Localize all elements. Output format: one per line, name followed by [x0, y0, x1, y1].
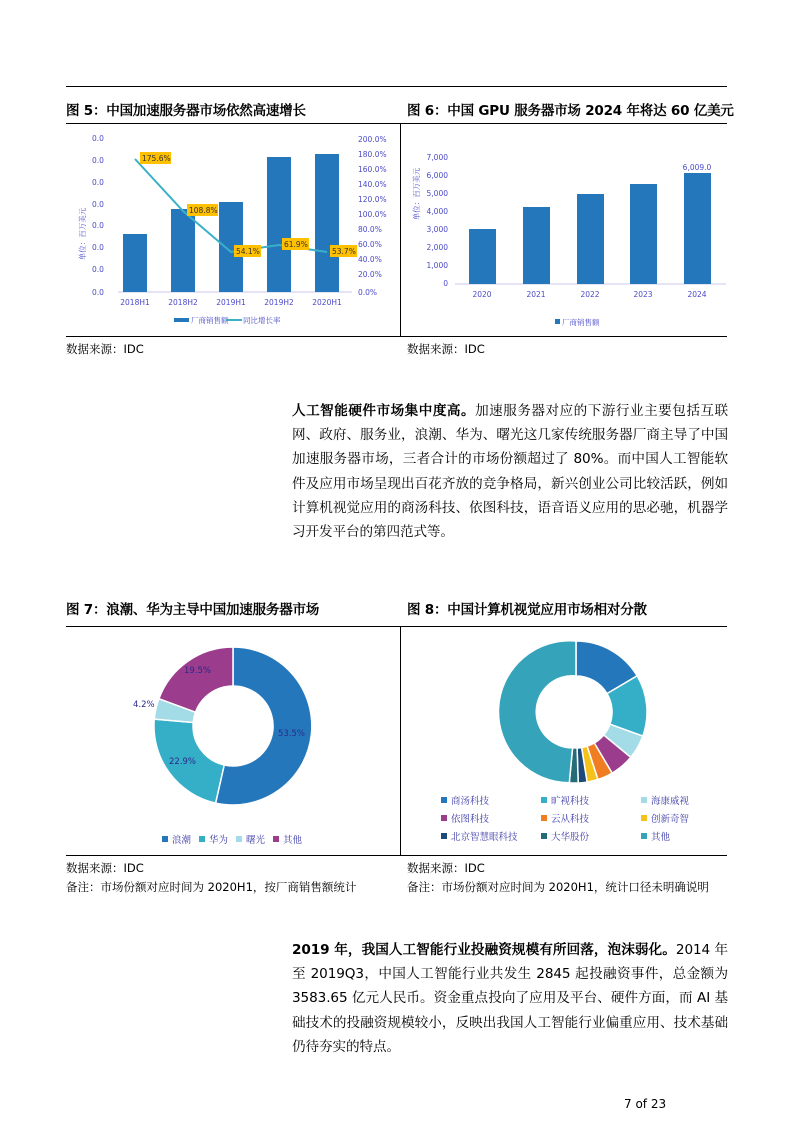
figure-5-y-axis-label: 单位：百万美元 — [78, 207, 87, 261]
svg-text:175.6%: 175.6% — [142, 154, 171, 163]
figure-row1-bottom-rule — [66, 336, 727, 337]
svg-text:140.0%: 140.0% — [358, 180, 387, 189]
figure-5-left-axis — [92, 134, 104, 297]
figure-6-x-axis — [472, 290, 706, 299]
figure-5-bars — [123, 154, 339, 292]
svg-text:0.0%: 0.0% — [358, 288, 378, 297]
svg-text:2019H1: 2019H1 — [216, 298, 246, 307]
paragraph-1-body: 加速服务器对应的下游行业主要包括互联网、政府、服务业，浪潮、华为、曙光这几家传统服务器厂商主导了中国加速服务器市场，三者合计的市场份额超过了 80%。而中国人工智能软件及应用市场呈现出百花齐放的竞争格局，新兴创业公司比较活跃，例如计算机视觉应用的商汤科技、依图科技，语音语义应用的思必驰，机器学习开发平台的第四范式等。 — [292, 403, 729, 541]
figure-5-chart — [66, 124, 400, 334]
svg-text:1,000: 1,000 — [426, 261, 448, 270]
svg-text:0: 0 — [443, 279, 448, 288]
figure-8-chart — [402, 627, 727, 787]
svg-text:同比增长率: 同比增长率 — [243, 316, 281, 325]
svg-text:4,000: 4,000 — [426, 207, 448, 216]
svg-text:2024: 2024 — [687, 290, 707, 299]
figure-8-donut — [498, 641, 647, 783]
svg-text:5,000: 5,000 — [426, 189, 448, 198]
svg-text:180.0%: 180.0% — [358, 150, 387, 159]
figure-6-source: 数据来源：IDC — [407, 342, 485, 356]
figure-row2-divider — [400, 626, 401, 855]
svg-text:2022: 2022 — [580, 290, 600, 299]
legend-item-sensetime: 商汤科技 — [441, 793, 541, 807]
paragraph-hardware-concentration — [292, 399, 728, 544]
svg-text:40.0%: 40.0% — [358, 255, 382, 264]
svg-text:19.5%: 19.5% — [184, 666, 212, 676]
legend-item-beijing-smart-eye: 北京智慧眼科技 — [441, 829, 541, 843]
legend-item-huawei: 华为 — [199, 832, 228, 846]
legend-item-dahua: 大华股份 — [541, 829, 641, 843]
paragraph-2-lead: 2019 年，我国人工智能行业投融资规模有所回落，泡沫弱化。 — [292, 942, 676, 958]
svg-text:厂商销售额: 厂商销售额 — [191, 316, 229, 325]
svg-text:0.0: 0.0 — [92, 243, 104, 252]
svg-text:2018H1: 2018H1 — [120, 298, 150, 307]
figure-7-chart — [66, 627, 400, 853]
svg-text:0.0: 0.0 — [92, 156, 104, 165]
header-rule — [66, 86, 727, 87]
svg-text:200.0%: 200.0% — [358, 135, 387, 144]
figure-8-source: 数据来源：IDC — [407, 861, 485, 875]
figure-6-legend — [555, 317, 600, 327]
svg-text:100.0%: 100.0% — [358, 210, 387, 219]
legend-item-others: 其他 — [641, 829, 721, 843]
svg-text:80.0%: 80.0% — [358, 225, 382, 234]
figure-8-legend — [441, 793, 711, 843]
figure-5-title: 图 5：中国加速服务器市场依然高速增长 — [66, 103, 306, 119]
legend-item-megvii: 旷视科技 — [541, 793, 641, 807]
figure-7-legend — [162, 832, 302, 846]
figure-7-source: 数据来源：IDC — [66, 861, 144, 875]
paragraph-1-lead: 人工智能硬件市场集中度高。 — [292, 403, 476, 419]
legend-item-hikvision: 海康威视 — [641, 793, 721, 807]
svg-text:0.0: 0.0 — [92, 221, 104, 230]
svg-text:2023: 2023 — [633, 290, 653, 299]
svg-text:0.0: 0.0 — [92, 288, 104, 297]
legend-item-yitu: 依图科技 — [441, 811, 541, 825]
paragraph-investment-decline — [292, 938, 728, 1059]
legend-item-cloudwalk: 云从科技 — [541, 811, 641, 825]
legend-item-langchao: 浪潮 — [162, 832, 191, 846]
figure-row1-divider — [400, 123, 401, 336]
svg-text:厂商销售额: 厂商销售额 — [562, 318, 600, 327]
svg-text:108.8%: 108.8% — [189, 206, 218, 215]
figure-5-right-axis — [358, 135, 387, 297]
legend-item-ainnovation: 创新奇智 — [641, 811, 721, 825]
svg-text:60.0%: 60.0% — [358, 240, 382, 249]
svg-text:2019H2: 2019H2 — [264, 298, 294, 307]
svg-text:7,000: 7,000 — [426, 153, 448, 162]
svg-text:0.0: 0.0 — [92, 134, 104, 143]
page-number: 7 of 23 — [624, 1097, 667, 1111]
svg-text:54.1%: 54.1% — [236, 247, 260, 256]
svg-text:2020: 2020 — [472, 290, 492, 299]
figure-7-title: 图 7：浪潮、华为主导中国加速服务器市场 — [66, 602, 320, 618]
figure-5-x-axis — [120, 298, 342, 307]
figure-row2-bottom-rule — [66, 855, 727, 856]
svg-text:53.5%: 53.5% — [278, 729, 306, 739]
svg-text:22.9%: 22.9% — [169, 757, 197, 767]
svg-text:2,000: 2,000 — [426, 243, 448, 252]
svg-text:3,000: 3,000 — [426, 225, 448, 234]
svg-text:2020H1: 2020H1 — [312, 298, 342, 307]
figure-6-title: 图 6：中国 GPU 服务器市场 2024 年将达 60 亿美元 — [407, 103, 734, 119]
svg-text:20.0%: 20.0% — [358, 270, 382, 279]
figure-6-data-label: 6,009.0 — [682, 163, 712, 172]
svg-text:6,000: 6,000 — [426, 171, 448, 180]
figure-7-remark: 备注：市场份额对应时间为 2020H1，按厂商销售额统计 — [66, 880, 357, 894]
figure-6-y-axis-label: 单位：百万美元 — [412, 167, 421, 221]
svg-text:4.2%: 4.2% — [133, 700, 155, 710]
figure-6-bars — [469, 173, 711, 284]
svg-text:120.0%: 120.0% — [358, 195, 387, 204]
legend-item-sugon: 曙光 — [236, 832, 265, 846]
legend-item-others: 其他 — [273, 832, 302, 846]
svg-text:2018H2: 2018H2 — [168, 298, 198, 307]
svg-text:0.0: 0.0 — [92, 265, 104, 274]
figure-5-source: 数据来源：IDC — [66, 342, 144, 356]
svg-text:0.0: 0.0 — [92, 200, 104, 209]
svg-text:0.0: 0.0 — [92, 178, 104, 187]
figure-7-donut — [154, 647, 312, 805]
figure-8-title: 图 8：中国计算机视觉应用市场相对分散 — [407, 602, 647, 618]
figure-6-chart — [402, 124, 727, 334]
figure-8-remark: 备注：市场份额对应时间为 2020H1，统计口径未明确说明 — [407, 880, 709, 894]
figure-6-y-axis — [427, 153, 449, 288]
paragraph-2-body: 2014 年至 2019Q3，中国人工智能行业共发生 2845 起投融资事件，总金额为 3583.65 亿元人民币。资金重点投向了应用及平台、硬件方面，而 AI 基础技术的投融资规模较小，反映出我国人工智能行业偏重应用、技术基础仍待夯实的特点。 — [292, 942, 728, 1055]
svg-text:61.9%: 61.9% — [284, 240, 308, 249]
svg-text:160.0%: 160.0% — [358, 165, 387, 174]
figure-5-legend — [174, 315, 281, 325]
svg-text:2021: 2021 — [526, 290, 546, 299]
svg-text:53.7%: 53.7% — [332, 247, 356, 256]
